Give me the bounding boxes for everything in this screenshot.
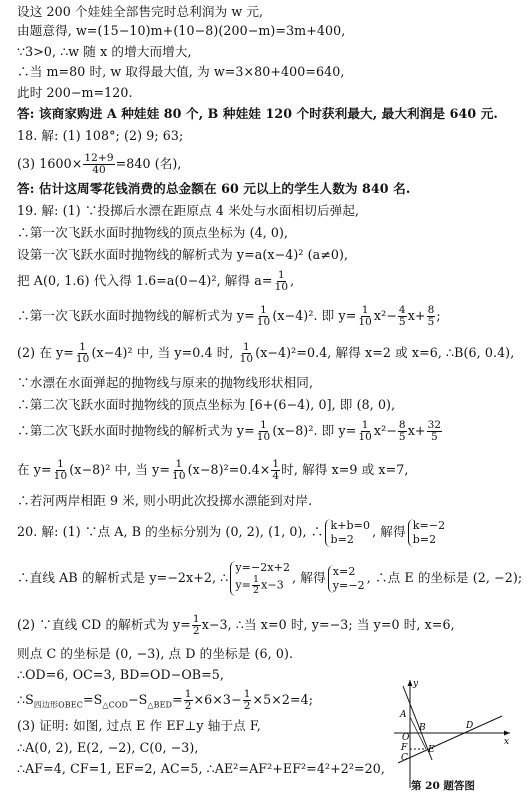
- area-subscript: 四边形OBEC: [33, 700, 83, 710]
- system-row: x=2: [332, 564, 356, 578]
- fraction-numerator: 32: [427, 419, 442, 431]
- fraction-denominator: 2: [243, 700, 251, 712]
- line23-text-a: (2) ∵直线 CD 的解析式为 y=: [17, 617, 191, 632]
- q19-heading: 19. 解: (1) ∵投掷后水漂在距原点 4 米处与水面相切后弹起,: [17, 203, 360, 218]
- q20-part3-line: (3) 证明: 如图, 过点 E 作 EF⊥y 轴于点 F,: [17, 718, 261, 733]
- q18-fraction: [83, 153, 114, 176]
- area-subscript: △BED: [147, 700, 173, 710]
- line14-text-c: x²−: [373, 308, 397, 323]
- fraction-denominator: 10: [256, 316, 271, 328]
- fraction-denominator: 2: [252, 585, 260, 596]
- line22-text-c: , ∴点 E 的坐标是 (2, −2);: [366, 570, 523, 585]
- q18-heading: 18. 解: (1) 108°; (2) 9; 63;: [17, 128, 184, 143]
- fraction-denominator: 10: [239, 353, 254, 365]
- fraction: [256, 420, 272, 443]
- area-text: =S: [82, 692, 103, 707]
- fraction-denominator: 10: [358, 316, 372, 328]
- system-row: [235, 575, 290, 596]
- text-line-18: [17, 418, 443, 444]
- fraction: [398, 420, 407, 443]
- line15-text-c: (x−4)²=0.4, 解得 x=2 或 x=6, ∴B(6, 0.4),: [255, 345, 515, 360]
- system-row: y=−2: [332, 578, 365, 592]
- line22-text-a: ∴直线 AB 的解析式是 y=−2x+2, ∴: [17, 570, 229, 585]
- fraction-denominator: 5: [427, 316, 435, 328]
- line21-text-b: , 解得: [372, 524, 406, 539]
- fraction: [427, 420, 443, 443]
- fraction: [256, 305, 272, 328]
- line19-text-b: (x−8)² 中, 当 y=: [69, 462, 171, 477]
- fraction: [357, 420, 373, 443]
- line-cd: [398, 716, 502, 763]
- q20-part1-line: [17, 514, 447, 550]
- line21-text-a: 20. 解: (1) ∵点 A, B 的坐标分别为 (0, 2), (1, 0), ∴: [17, 524, 324, 539]
- fraction-numerator: 1: [361, 304, 369, 316]
- area-subscript: △COD: [102, 700, 128, 710]
- figure-caption: 第 20 题答图: [411, 780, 475, 792]
- fraction: [171, 459, 187, 482]
- q20-figure: [388, 676, 516, 792]
- equation-system: [325, 519, 370, 547]
- area-text: ∴S: [17, 692, 34, 707]
- fraction-numerator: 8: [427, 304, 435, 316]
- label-y: y: [413, 679, 419, 689]
- area-text: −S: [128, 692, 148, 707]
- line14-text-e: ;: [436, 308, 441, 323]
- line18-text-d: x+: [407, 423, 426, 438]
- fraction-numerator: 1: [260, 419, 267, 431]
- equation-system: [408, 519, 446, 547]
- fraction-numerator: 1: [57, 458, 64, 470]
- fraction-denominator: 2: [192, 625, 200, 637]
- label-c: C: [401, 753, 408, 763]
- fraction-denominator: 2: [184, 700, 192, 712]
- fraction-denominator: 10: [53, 470, 68, 482]
- fraction-numerator: 1: [184, 688, 192, 700]
- fraction-numerator: 1: [175, 458, 183, 470]
- fraction: [239, 342, 255, 365]
- system-row: y=−2x+2: [235, 561, 291, 574]
- fraction: [243, 689, 252, 712]
- answer-line-17: 答: 该商家购进 A 种娃娃 80 个, B 种娃娃 120 个时获利最大, 最大利润是 640 元.: [17, 106, 498, 121]
- line14-text-a: ∴第一次飞跃水面时抛物线的解析式为 y=: [17, 308, 255, 323]
- fraction-numerator: 1: [243, 341, 250, 353]
- fraction-numerator: 1: [243, 688, 251, 700]
- line15-text-b: (x−4)² 中, 当 y=0.4 时,: [91, 345, 238, 360]
- fraction-denominator: 4: [272, 470, 280, 482]
- text-line-17: ∴第二次飞跃水面时抛物线的顶点坐标为 [6+(6−4), 0], 即 (8, 0),: [17, 397, 396, 412]
- text-line-25: ∴OD=6, OC=3, BD=OD−OB=5,: [17, 667, 224, 682]
- answer-line-18: 答: 估计这周零花钱消费的总金额在 60 元以上的学生人数为 840 名.: [17, 181, 411, 196]
- fraction: [252, 575, 260, 596]
- line19-text-c: (x−8)²=0.4×: [187, 462, 271, 477]
- text-line-28: ∴A(0, 2), E(2, −2), C(0, −3),: [17, 740, 199, 755]
- x-axis-arrow-icon: [504, 731, 510, 736]
- fraction: [53, 459, 69, 482]
- system-row: k+b=0: [330, 518, 371, 532]
- equation-system: [328, 565, 365, 593]
- fraction-denominator: 10: [75, 353, 90, 365]
- fraction-numerator: 4: [398, 304, 406, 316]
- line18-text-a: ∴第二次飞跃水面时抛物线的解析式为 y=: [17, 423, 255, 438]
- fraction: [192, 614, 201, 637]
- system-row-text: y=: [235, 578, 251, 592]
- fraction: [184, 689, 193, 712]
- line19-text-a: 在 y=: [17, 462, 52, 477]
- line22-text-b: , 解得: [292, 570, 326, 585]
- fraction: [357, 305, 373, 328]
- text-line-15: [17, 340, 514, 366]
- text-line-20: ∴若河两岸相距 9 米, 则小明此次投掷水漂能到对岸.: [17, 493, 313, 508]
- fraction: [398, 305, 407, 328]
- label-f: F: [401, 743, 408, 753]
- fraction-denominator: 10: [358, 431, 372, 443]
- line13-end: ,: [290, 273, 295, 288]
- fraction-numerator: 1: [79, 341, 87, 353]
- fraction-numerator: 1: [361, 419, 369, 431]
- text-line-12: 设第一次飞跃水面时抛物线的解析式为 y=a(x−4)² (a≠0),: [17, 247, 349, 262]
- fraction-numerator: 1: [192, 613, 200, 625]
- system-row: b=2: [412, 532, 437, 546]
- text-line-14: [17, 303, 441, 329]
- area-text: =: [172, 692, 183, 707]
- text-line-24: 则点 C 的坐标是 (0, −3), 点 D 的坐标是 (6, 0).: [17, 646, 294, 661]
- text-line-3: ∵3>0, ∴w 随 x 的增大而增大,: [17, 44, 192, 59]
- text-line-29: ∴AF=4, CF=1, EF=2, AC=5, ∴AE²=AF²+EF²=4²+2²=20,: [17, 761, 385, 776]
- fraction: [427, 305, 436, 328]
- line14-text-d: x+: [407, 308, 426, 323]
- fraction-numerator: 12+9: [84, 152, 114, 164]
- system-row: b=2: [330, 532, 355, 546]
- area-text: ×6×3−: [193, 692, 242, 707]
- area-text: ×5×2=4;: [252, 692, 314, 707]
- text-line-11: ∴第一次飞跃水面时抛物线的顶点坐标为 (4, 0),: [17, 225, 289, 240]
- text-line-16: ∵水漂在水面弹起的抛物线与原来的抛物线形状相同,: [17, 375, 314, 390]
- line14-text-b: (x−4)². 即 y=: [272, 308, 357, 323]
- label-o: O: [402, 733, 410, 743]
- label-b: B: [419, 723, 426, 733]
- text-line-2: 由题意得, w=(15−10)m+(10−8)(200−m)=3m+400,: [17, 23, 346, 38]
- fraction-denominator: 40: [92, 164, 106, 176]
- fraction-numerator: 1: [277, 269, 285, 281]
- line23-text-b: x−3, ∴当 x=0 时, y=−3; 当 y=0 时, x=6,: [201, 617, 455, 632]
- fraction: [75, 342, 91, 365]
- line18-text-b: (x−8)². 即 y=: [272, 423, 357, 438]
- line13-text: 把 A(0, 1.6) 代入得 1.6=a(0−4)², 解得 a=: [17, 273, 273, 288]
- fraction-numerator: 1: [272, 458, 280, 470]
- fraction-denominator: 10: [256, 431, 271, 443]
- text-line-19: [17, 457, 409, 483]
- fraction-denominator: 10: [274, 281, 289, 293]
- fraction-numerator: 1: [260, 304, 267, 316]
- fraction-denominator: 10: [172, 470, 186, 482]
- fraction-denominator: 5: [398, 316, 406, 328]
- fraction-numerator: 1: [252, 574, 260, 585]
- text-line-5: 此时 200−m=120.: [17, 85, 133, 100]
- text-line-26: [17, 688, 313, 712]
- label-x: x: [504, 737, 510, 747]
- fraction-a: [274, 270, 290, 293]
- line15-text-a: (2) 在 y=: [17, 345, 74, 360]
- label-e: E: [428, 745, 435, 755]
- q20-part2-line: [17, 612, 455, 638]
- system-row: k=−2: [412, 518, 446, 532]
- q18-calc-prefix: (3) 1600×: [17, 156, 83, 171]
- text-line-1: 设这 200 个娃娃全部售完时总利润为 w 元,: [17, 4, 264, 19]
- text-line-13: [17, 268, 294, 294]
- system-row-text: x−3: [261, 578, 284, 592]
- line18-text-c: x²−: [373, 423, 397, 438]
- text-line-22: [17, 556, 522, 600]
- equation-system: [230, 561, 290, 596]
- fraction-numerator: 8: [398, 419, 406, 431]
- label-d: D: [466, 721, 474, 731]
- fraction-denominator: 5: [398, 431, 406, 443]
- fraction: [271, 459, 280, 482]
- q18-part3-line: [17, 152, 182, 176]
- fraction-denominator: 5: [430, 431, 438, 443]
- line19-text-d: 时, 解得 x=9 或 x=7,: [281, 462, 409, 477]
- label-a: A: [400, 710, 407, 720]
- text-line-4: ∴当 m=80 时, w 取得最大值, 为 w=3×80+400=640,: [17, 64, 345, 79]
- q18-calc-result: =840 (名),: [115, 156, 182, 171]
- y-axis-arrow-icon: [408, 680, 413, 686]
